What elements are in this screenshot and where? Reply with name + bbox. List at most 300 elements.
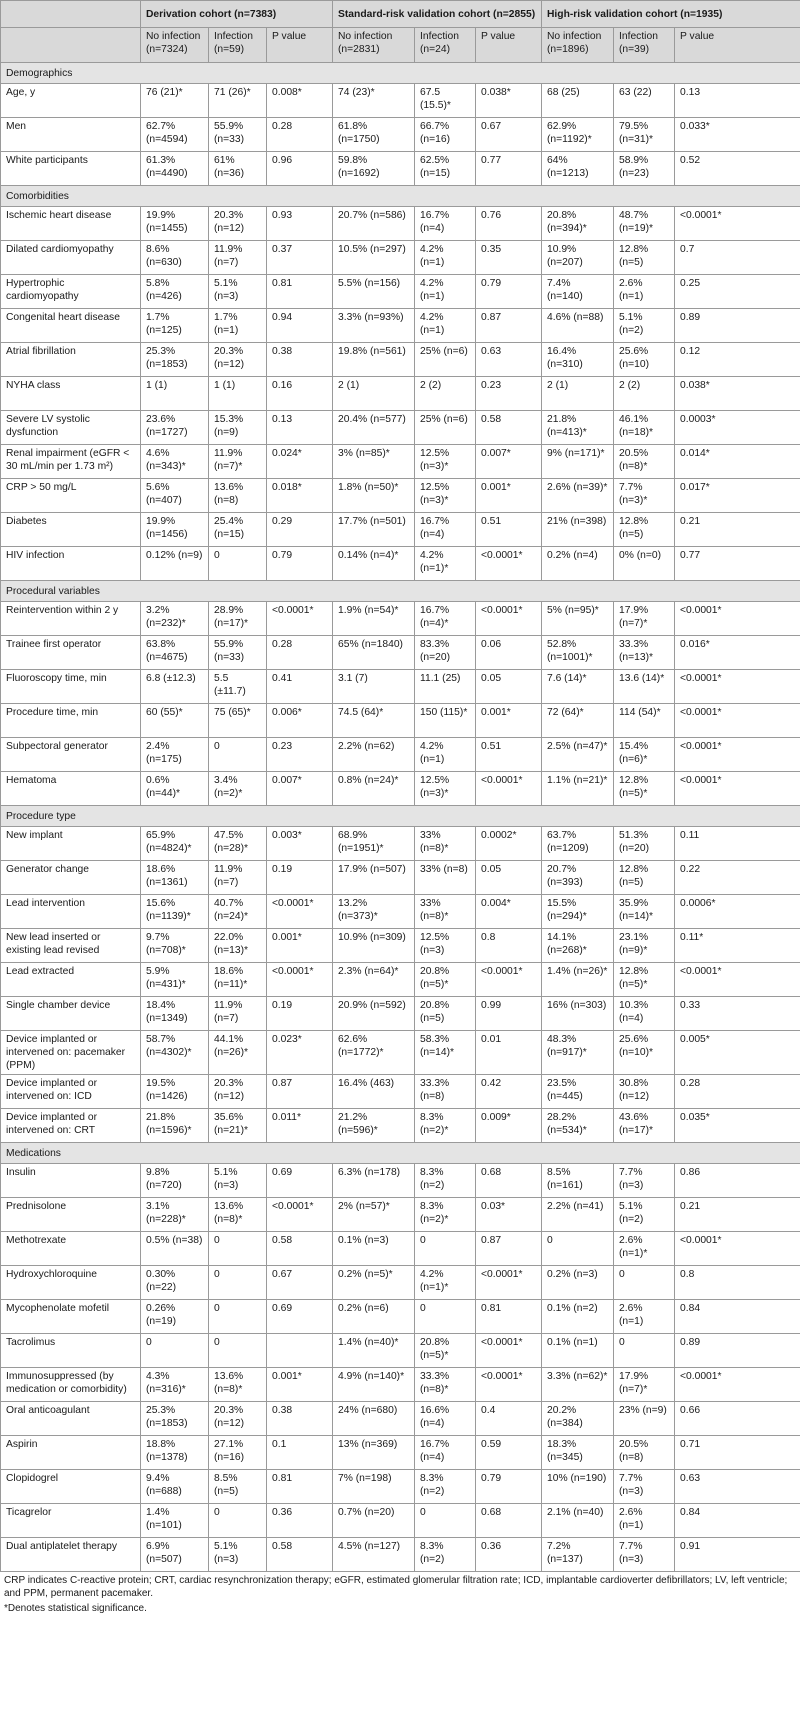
table-row xyxy=(1,963,800,997)
table-cell: 23.5% (n=445) xyxy=(542,1075,614,1109)
table-cell: 2.2% (n=62) xyxy=(333,738,415,772)
table-cell: 0.81 xyxy=(476,1300,542,1334)
table-cell: 20.3% (n=12) xyxy=(209,1075,267,1109)
table-cell: 33.3% (n=13)* xyxy=(614,636,675,670)
table-cell: 76 (21)* xyxy=(141,84,209,118)
table-cell: 9.7% (n=708)* xyxy=(141,929,209,963)
table-cell: 1.9% (n=54)* xyxy=(333,602,415,636)
table-cell: 20.7% (n=393) xyxy=(542,861,614,895)
table-cell: 20.8% (n=394)* xyxy=(542,207,614,241)
variable-label: Hypertrophic cardiomyopathy xyxy=(1,275,141,309)
table-cell: 0 xyxy=(542,1232,614,1266)
table-cell: 18.3% (n=345) xyxy=(542,1436,614,1470)
table-cell: 65.9% (n=4824)* xyxy=(141,827,209,861)
table-cell: <0.0001* xyxy=(476,963,542,997)
table-row xyxy=(1,1164,800,1198)
table-cell: 25.3% (n=1853) xyxy=(141,343,209,377)
table-cell: 60 (55)* xyxy=(141,704,209,738)
table-cell: 0.035* xyxy=(675,1109,800,1143)
variable-label: Lead intervention xyxy=(1,895,141,929)
table-cell: 5.8% (n=426) xyxy=(141,275,209,309)
variable-label: Generator change xyxy=(1,861,141,895)
table-row xyxy=(1,929,800,963)
table-cell: 13.6% (n=8)* xyxy=(209,1198,267,1232)
table-cell: <0.0001* xyxy=(267,963,333,997)
table-cell: 64% (n=1213) xyxy=(542,152,614,186)
table-cell: 0 xyxy=(141,1334,209,1368)
table-cell: 75 (65)* xyxy=(209,704,267,738)
table-cell: 0.76 xyxy=(476,207,542,241)
table-cell: 0 xyxy=(209,547,267,581)
table-cell: 5.1% (n=2) xyxy=(614,1198,675,1232)
table-cell: 0.25 xyxy=(675,275,800,309)
table-cell: 10.9% (n=309) xyxy=(333,929,415,963)
table-cell: 0.28 xyxy=(267,636,333,670)
table-cell: 58.9% (n=23) xyxy=(614,152,675,186)
table-cell: 0 xyxy=(415,1232,476,1266)
table-cell: 25.3% (n=1853) xyxy=(141,1402,209,1436)
table-cell: 1.7% (n=125) xyxy=(141,309,209,343)
table-cell: 0.003* xyxy=(267,827,333,861)
table-cell: 16.4% (n=310) xyxy=(542,343,614,377)
table-cell: 9.4% (n=688) xyxy=(141,1470,209,1504)
table-cell: 8.5% (n=161) xyxy=(542,1164,614,1198)
variable-label: Mycophenolate mofetil xyxy=(1,1300,141,1334)
table-cell: 0.017* xyxy=(675,479,800,513)
variable-label: Renal impairment (eGFR < 30 mL/min per 1.73 m²) xyxy=(1,445,141,479)
table-cell: 21.2% (n=596)* xyxy=(333,1109,415,1143)
table-cell: 33.3% (n=8)* xyxy=(415,1368,476,1402)
table-cell: 0.79 xyxy=(476,275,542,309)
table-cell: <0.0001* xyxy=(476,1368,542,1402)
table-cell: <0.0001* xyxy=(267,602,333,636)
table-cell: <0.0001* xyxy=(267,895,333,929)
table-cell: 0 xyxy=(209,1300,267,1334)
table-cell: 20.4% (n=577) xyxy=(333,411,415,445)
table-cell: 0.37 xyxy=(267,241,333,275)
table-cell: 13.6 (14)* xyxy=(614,670,675,704)
table-cell: 0.1 xyxy=(267,1436,333,1470)
table-row xyxy=(1,275,800,309)
table-cell: 0.38 xyxy=(267,343,333,377)
table-cell: 30.8% (n=12) xyxy=(614,1075,675,1109)
table-cell: 0.05 xyxy=(476,861,542,895)
table-cell: 0.004* xyxy=(476,895,542,929)
table-cell: 44.1% (n=26)* xyxy=(209,1031,267,1075)
table-cell: 23.1% (n=9)* xyxy=(614,929,675,963)
table-row xyxy=(1,1368,800,1402)
table-row xyxy=(1,1504,800,1538)
table-cell: 33.3% (n=8) xyxy=(415,1075,476,1109)
table-cell: 0.2% (n=6) xyxy=(333,1300,415,1334)
table-cell: 61.3% (n=4490) xyxy=(141,152,209,186)
table-cell: 0.12 xyxy=(675,343,800,377)
table-cell: 18.6% (n=11)* xyxy=(209,963,267,997)
table-cell: 4.2% (n=1) xyxy=(415,275,476,309)
table-row xyxy=(1,895,800,929)
table-cell: 20.8% (n=5) xyxy=(415,997,476,1031)
table-cell: 4.6% (n=88) xyxy=(542,309,614,343)
table-cell: 63 (22) xyxy=(614,84,675,118)
table-cell: 7% (n=198) xyxy=(333,1470,415,1504)
table-cell: 33% (n=8) xyxy=(415,861,476,895)
table-cell: 0.13 xyxy=(675,84,800,118)
table-cell: 40.7% (n=24)* xyxy=(209,895,267,929)
table-cell: 1.4% (n=101) xyxy=(141,1504,209,1538)
table-cell: 0 xyxy=(209,1334,267,1368)
table-cell: 0.001* xyxy=(476,479,542,513)
table-cell: 0.2% (n=5)* xyxy=(333,1266,415,1300)
table-cell: 9% (n=171)* xyxy=(542,445,614,479)
variable-label: Single chamber device xyxy=(1,997,141,1031)
table-cell: 0.1% (n=3) xyxy=(333,1232,415,1266)
table-cell: 5.5 (±11.7) xyxy=(209,670,267,704)
table-cell: 0 xyxy=(415,1300,476,1334)
table-cell: 0.8% (n=24)* xyxy=(333,772,415,806)
table-cell: 68.9% (n=1951)* xyxy=(333,827,415,861)
table-cell: 3% (n=85)* xyxy=(333,445,415,479)
table-cell: 0.023* xyxy=(267,1031,333,1075)
table-cell: 0 xyxy=(614,1266,675,1300)
table-cell: 2% (n=57)* xyxy=(333,1198,415,1232)
table-cell: 11.9% (n=7) xyxy=(209,861,267,895)
table-cell: 13.2% (n=373)* xyxy=(333,895,415,929)
table-cell: 18.8% (n=1378) xyxy=(141,1436,209,1470)
variable-label: Methotrexate xyxy=(1,1232,141,1266)
table-cell: 83.3% (n=20) xyxy=(415,636,476,670)
table-cell: 4.2% (n=1) xyxy=(415,738,476,772)
table-cell: 0.79 xyxy=(267,547,333,581)
table-cell: 4.9% (n=140)* xyxy=(333,1368,415,1402)
table-cell: 2.6% (n=1)* xyxy=(614,1232,675,1266)
table-cell: 62.5% (n=15) xyxy=(415,152,476,186)
table-cell: 0.63 xyxy=(675,1470,800,1504)
variable-label: New lead inserted or existing lead revised xyxy=(1,929,141,963)
table-cell: 0.59 xyxy=(476,1436,542,1470)
table-cell: 150 (115)* xyxy=(415,704,476,738)
column-header: No infection (n=7324) xyxy=(141,28,209,63)
table-cell: 0.79 xyxy=(476,1470,542,1504)
table-cell: 0.36 xyxy=(476,1538,542,1572)
table-cell: 1.8% (n=50)* xyxy=(333,479,415,513)
table-cell: 21.8% (n=413)* xyxy=(542,411,614,445)
variable-label: Subpectoral generator xyxy=(1,738,141,772)
table-cell: 0 xyxy=(614,1334,675,1368)
table-cell: 0.99 xyxy=(476,997,542,1031)
table-cell: 16.7% (n=4) xyxy=(415,1436,476,1470)
table-cell: <0.0001* xyxy=(476,1334,542,1368)
table-cell: 0.87 xyxy=(476,309,542,343)
table-row xyxy=(1,1198,800,1232)
table-cell: 10% (n=190) xyxy=(542,1470,614,1504)
table-cell: 0.038* xyxy=(476,84,542,118)
table-cell: <0.0001* xyxy=(476,602,542,636)
variable-label: Clopidogrel xyxy=(1,1470,141,1504)
table-cell: 72 (64)* xyxy=(542,704,614,738)
table-cell: 12.5% (n=3) xyxy=(415,929,476,963)
table-cell: 11.1 (25) xyxy=(415,670,476,704)
variable-label: NYHA class xyxy=(1,377,141,411)
table-cell: 20.7% (n=586) xyxy=(333,207,415,241)
table-cell: 0.51 xyxy=(476,738,542,772)
table-cell: 0 xyxy=(209,1504,267,1538)
table-cell: 20.5% (n=8)* xyxy=(614,445,675,479)
table-cell: 0.67 xyxy=(267,1266,333,1300)
column-header: P value xyxy=(476,28,542,63)
table-cell: 0.30% (n=22) xyxy=(141,1266,209,1300)
table-cell: 11.9% (n=7) xyxy=(209,241,267,275)
table-cell: 0.94 xyxy=(267,309,333,343)
table-cell: 48.7% (n=19)* xyxy=(614,207,675,241)
table-cell: 0 xyxy=(209,1232,267,1266)
variable-label: Diabetes xyxy=(1,513,141,547)
variable-label: Dual antiplatelet therapy xyxy=(1,1538,141,1572)
table-cell: 12.8% (n=5)* xyxy=(614,963,675,997)
table-row xyxy=(1,997,800,1031)
table-cell: 0.008* xyxy=(267,84,333,118)
table-cell: <0.0001* xyxy=(675,207,800,241)
variable-label: Dilated cardiomyopathy xyxy=(1,241,141,275)
table-cell: 17.9% (n=507) xyxy=(333,861,415,895)
table-cell: 0.0003* xyxy=(675,411,800,445)
table-cell: 0.28 xyxy=(267,118,333,152)
table-cell: 0.52 xyxy=(675,152,800,186)
table-row xyxy=(1,1300,800,1334)
table-cell: 4.2% (n=1) xyxy=(415,309,476,343)
table-cell: 10.3% (n=4) xyxy=(614,997,675,1031)
table-cell: 19.5% (n=1426) xyxy=(141,1075,209,1109)
table-cell: 23.6% (n=1727) xyxy=(141,411,209,445)
table-cell: 0.12% (n=9) xyxy=(141,547,209,581)
table-cell: 0.19 xyxy=(267,861,333,895)
table-cell: 21.8% (n=1596)* xyxy=(141,1109,209,1143)
table-cell: 0.016* xyxy=(675,636,800,670)
table-cell: 28.9% (n=17)* xyxy=(209,602,267,636)
table-cell: 28.2% (n=534)* xyxy=(542,1109,614,1143)
variable-label: Device implanted or intervened on: ICD xyxy=(1,1075,141,1109)
section-header-row xyxy=(1,581,800,602)
table-cell: <0.0001* xyxy=(675,963,800,997)
table-cell: 114 (54)* xyxy=(614,704,675,738)
table-cell: 0.006* xyxy=(267,704,333,738)
table-cell: 0.21 xyxy=(675,513,800,547)
table-cell: 15.5% (n=294)* xyxy=(542,895,614,929)
table-cell: 19.8% (n=561) xyxy=(333,343,415,377)
table-cell: 68 (25) xyxy=(542,84,614,118)
group-header-derivation: Derivation cohort (n=7383) xyxy=(141,1,333,28)
variable-label: Trainee first operator xyxy=(1,636,141,670)
table-cell: 63.7% (n=1209) xyxy=(542,827,614,861)
table-cell: 12.5% (n=3)* xyxy=(415,445,476,479)
variable-label: HIV infection xyxy=(1,547,141,581)
section-header-row xyxy=(1,186,800,207)
table-cell: 5.9% (n=431)* xyxy=(141,963,209,997)
table-cell: 19.9% (n=1456) xyxy=(141,513,209,547)
table-cell: 0 xyxy=(209,738,267,772)
variable-label: Lead extracted xyxy=(1,963,141,997)
table-cell: 0.84 xyxy=(675,1504,800,1538)
table-cell: 0.001* xyxy=(267,1368,333,1402)
variable-label: Insulin xyxy=(1,1164,141,1198)
table-cell: 0.58 xyxy=(267,1232,333,1266)
table-cell: 0.86 xyxy=(675,1164,800,1198)
table-cell: 8.3% (n=2) xyxy=(415,1538,476,1572)
table-cell: <0.0001* xyxy=(476,772,542,806)
table-cell: 7.7% (n=3) xyxy=(614,1164,675,1198)
variable-label: Hematoma xyxy=(1,772,141,806)
table-row xyxy=(1,1436,800,1470)
table-cell: 0.0006* xyxy=(675,895,800,929)
table-cell: 2.6% (n=1) xyxy=(614,1504,675,1538)
variable-label: New implant xyxy=(1,827,141,861)
variable-label: Procedure time, min xyxy=(1,704,141,738)
table-cell: 0.11* xyxy=(675,929,800,963)
table-row xyxy=(1,207,800,241)
table-cell: <0.0001* xyxy=(675,602,800,636)
table-row xyxy=(1,309,800,343)
table-cell: 0.89 xyxy=(675,309,800,343)
table-cell: 0.42 xyxy=(476,1075,542,1109)
table-row xyxy=(1,636,800,670)
table-row xyxy=(1,1334,800,1368)
table-cell: 0.63 xyxy=(476,343,542,377)
table-cell: 33% (n=8)* xyxy=(415,895,476,929)
table-cell: 25.6% (n=10) xyxy=(614,343,675,377)
table-cell: 0.007* xyxy=(267,772,333,806)
table-cell: 0.58 xyxy=(476,411,542,445)
table-row xyxy=(1,602,800,636)
section-title: Procedural variables xyxy=(1,581,800,602)
table-cell: 0.5% (n=38) xyxy=(141,1232,209,1266)
variable-label: CRP > 50 mg/L xyxy=(1,479,141,513)
table-cell: 16% (n=303) xyxy=(542,997,614,1031)
table-cell: 0.1% (n=2) xyxy=(542,1300,614,1334)
table-cell: 0.8 xyxy=(476,929,542,963)
table-cell: 35.9% (n=14)* xyxy=(614,895,675,929)
table-cell: 0.87 xyxy=(476,1232,542,1266)
table-cell: <0.0001* xyxy=(675,772,800,806)
section-title: Demographics xyxy=(1,63,800,84)
table-cell: 18.4% (n=1349) xyxy=(141,997,209,1031)
table-cell: 2.6% (n=39)* xyxy=(542,479,614,513)
table-cell: 2.3% (n=64)* xyxy=(333,963,415,997)
table-cell: 0.41 xyxy=(267,670,333,704)
table-row xyxy=(1,479,800,513)
table-cell: 10.5% (n=297) xyxy=(333,241,415,275)
table-cell: 33% (n=8)* xyxy=(415,827,476,861)
table-cell: 10.9% (n=207) xyxy=(542,241,614,275)
table-cell: 0.23 xyxy=(476,377,542,411)
table-cell: 0.0002* xyxy=(476,827,542,861)
table-cell: 15.3% (n=9) xyxy=(209,411,267,445)
table-cell: 0.71 xyxy=(675,1436,800,1470)
table-cell: 0.033* xyxy=(675,118,800,152)
table-cell: 12.8% (n=5) xyxy=(614,241,675,275)
table-cell: 2.1% (n=40) xyxy=(542,1504,614,1538)
table-cell: 0.007* xyxy=(476,445,542,479)
table-cell: 16.6% (n=4) xyxy=(415,1402,476,1436)
table-cell: 6.3% (n=178) xyxy=(333,1164,415,1198)
table-cell: 0.68 xyxy=(476,1164,542,1198)
table-cell: 11.9% (n=7) xyxy=(209,997,267,1031)
abbreviations-footnote: CRP indicates C-reactive protein; CRT, cardiac resynchronization therapy; eGFR, estimated glomerular filtration rate; ICD, implantable cardioverter defibrillators; LV, left ventricle; and PPM, permanent pacemaker. xyxy=(4,1575,788,1599)
table-cell: 13.6% (n=8) xyxy=(209,479,267,513)
table-cell: 18.6% (n=1361) xyxy=(141,861,209,895)
table-cell: 0.58 xyxy=(267,1538,333,1572)
table-cell: 3.2% (n=232)* xyxy=(141,602,209,636)
table-cell: 0.06 xyxy=(476,636,542,670)
table-cell: 1 (1) xyxy=(209,377,267,411)
header-blank-cell xyxy=(1,1,141,28)
table-cell: 55.9% (n=33) xyxy=(209,636,267,670)
variable-label: Hydroxychloroquine xyxy=(1,1266,141,1300)
column-header: Infection (n=39) xyxy=(614,28,675,63)
table-cell: 20.8% (n=5)* xyxy=(415,1334,476,1368)
table-cell: 0.03* xyxy=(476,1198,542,1232)
table-cell: 48.3% (n=917)* xyxy=(542,1031,614,1075)
table-cell: 0.024* xyxy=(267,445,333,479)
table-cell: 3.3% (n=93%) xyxy=(333,309,415,343)
table-cell: 46.1% (n=18)* xyxy=(614,411,675,445)
table-cell: 0.7% (n=20) xyxy=(333,1504,415,1538)
table-cell: 0.4 xyxy=(476,1402,542,1436)
table-cell: 0.014* xyxy=(675,445,800,479)
table-cell: 74 (23)* xyxy=(333,84,415,118)
table-cell: 0.68 xyxy=(476,1504,542,1538)
table-cell: 0.2% (n=4) xyxy=(542,547,614,581)
table-cell: 65% (n=1840) xyxy=(333,636,415,670)
table-cell: 0.33 xyxy=(675,997,800,1031)
section-title: Comorbidities xyxy=(1,186,800,207)
column-header: P value xyxy=(267,28,333,63)
variable-label: Ticagrelor xyxy=(1,1504,141,1538)
table-cell: 71 (26)* xyxy=(209,84,267,118)
column-header: Infection (n=59) xyxy=(209,28,267,63)
table-cell: 0.21 xyxy=(675,1198,800,1232)
table-cell: 15.6% (n=1139)* xyxy=(141,895,209,929)
table-cell: 0.6% (n=44)* xyxy=(141,772,209,806)
table-cell: 0.77 xyxy=(476,152,542,186)
variable-label: Tacrolimus xyxy=(1,1334,141,1368)
table-cell: 11.9% (n=7)* xyxy=(209,445,267,479)
table-cell: 79.5% (n=31)* xyxy=(614,118,675,152)
table-cell: <0.0001* xyxy=(675,1368,800,1402)
table-cell: 0.66 xyxy=(675,1402,800,1436)
table-row xyxy=(1,1031,800,1075)
table-cell: 0.26% (n=19) xyxy=(141,1300,209,1334)
table-cell: 0.84 xyxy=(675,1300,800,1334)
column-header: No infection (n=2831) xyxy=(333,28,415,63)
table-row xyxy=(1,1109,800,1143)
section-title: Medications xyxy=(1,1143,800,1164)
table-cell: 1 (1) xyxy=(141,377,209,411)
table-cell: 20.3% (n=12) xyxy=(209,207,267,241)
table-cell: 1.1% (n=21)* xyxy=(542,772,614,806)
table-cell: 4.6% (n=343)* xyxy=(141,445,209,479)
table-cell: 2.4% (n=175) xyxy=(141,738,209,772)
table-cell: 17.9% (n=7)* xyxy=(614,1368,675,1402)
table-cell: 4.2% (n=1)* xyxy=(415,1266,476,1300)
table-cell: 27.1% (n=16) xyxy=(209,1436,267,1470)
group-header-high-risk: High-risk validation cohort (n=1935) xyxy=(542,1,800,28)
table-cell: 0.8 xyxy=(675,1266,800,1300)
table-cell: 12.8% (n=5) xyxy=(614,513,675,547)
table-cell: 5.1% (n=2) xyxy=(614,309,675,343)
table-cell: 0.01 xyxy=(476,1031,542,1075)
table-cell: 0.67 xyxy=(476,118,542,152)
table-cell: 4.3% (n=316)* xyxy=(141,1368,209,1402)
table-row xyxy=(1,1232,800,1266)
